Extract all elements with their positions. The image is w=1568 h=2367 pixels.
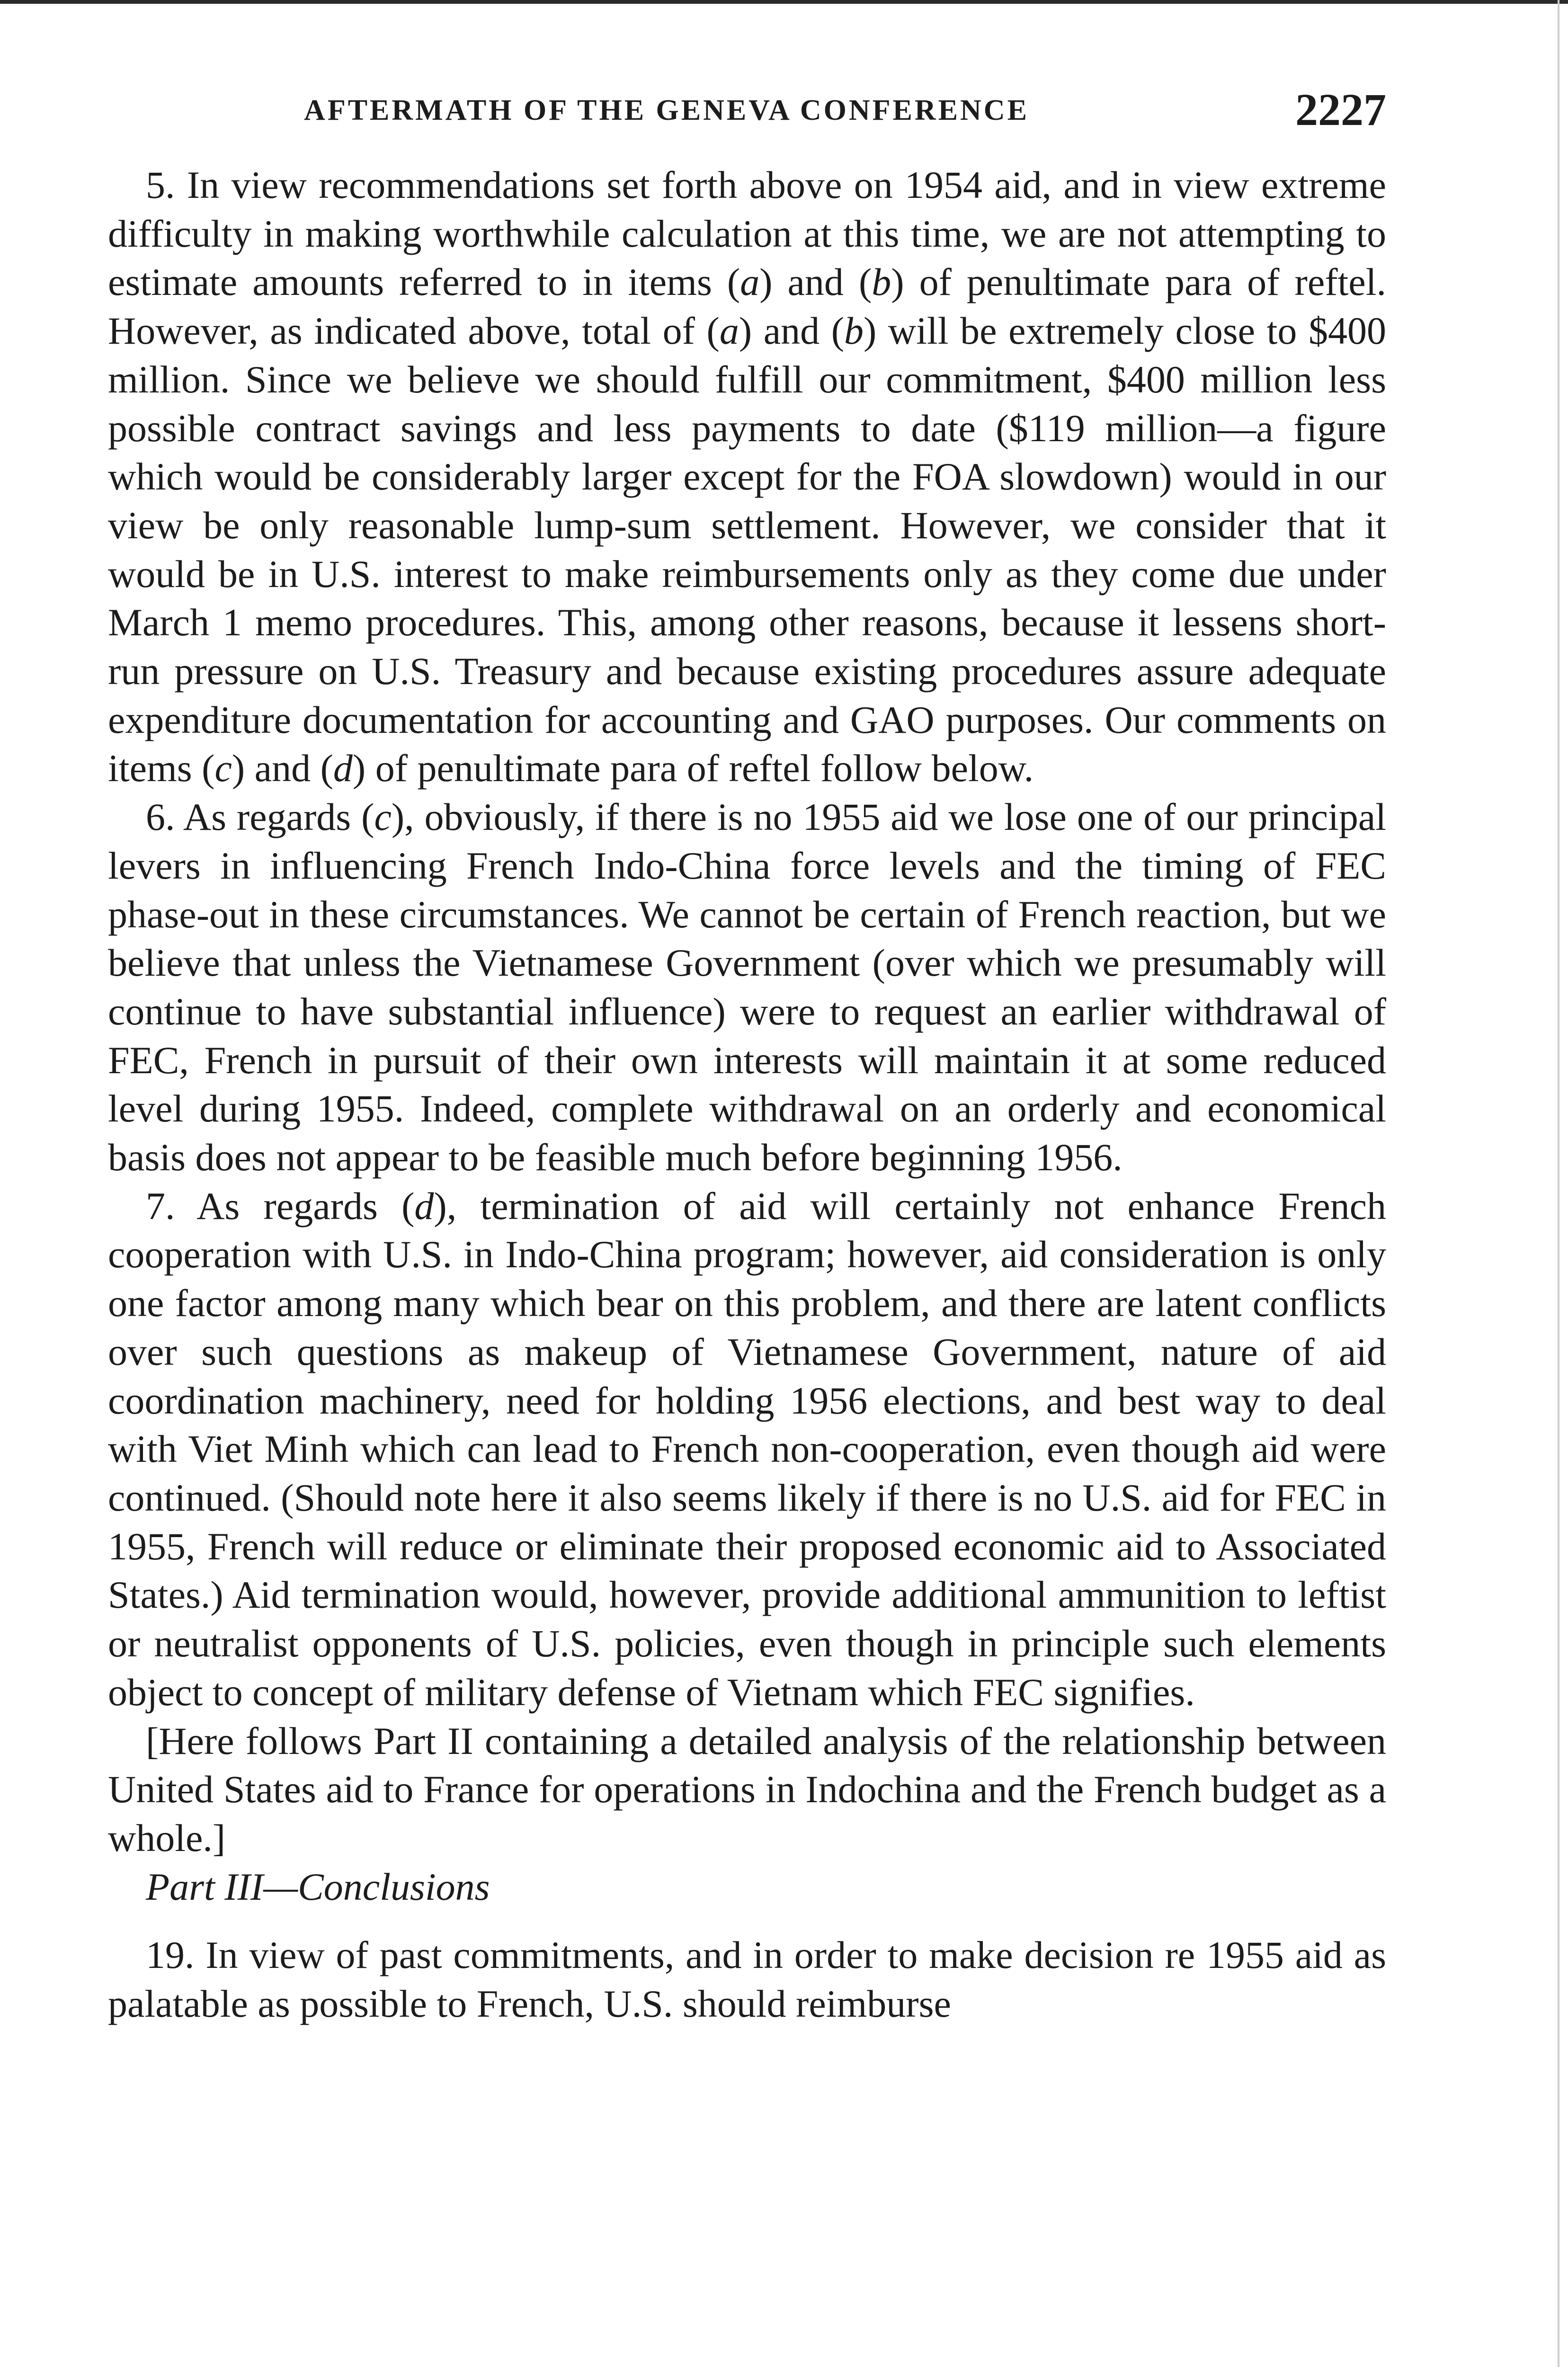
item-letter: b xyxy=(872,260,891,304)
paragraph-5-text: ) and ( xyxy=(759,260,872,304)
paragraph-6-text: 6. As regards ( xyxy=(146,795,374,839)
paragraph-7-text: ), termination of aid will certainly not enhance French cooperation with U.S. in Indo-China program; however, aid consideration is only one factor among many which bear on this problem, and there are latent conflicts over such questions as makeup of Vietnamese Government, nature of aid coordination machinery, need for holding 1956 elections, and best way to deal with Viet Minh which can lead to French non-cooperation, even though aid were continued. (Should note here it also seems likely if there is no U.S. aid for FEC in 1955, French will reduce or eliminate their proposed economic aid to Associated States.) Aid termination would, however, provide additional ammunition to leftist or neutralist opponents of U.S. policies, even though in principle such elements object to concept of military defense of Vietnam which FEC signifies. xyxy=(108,1184,1386,1714)
top-edge-rule xyxy=(0,0,1568,4)
item-letter: a xyxy=(719,309,739,353)
right-page-edge xyxy=(1558,0,1559,2367)
paragraph-5-text: ) and ( xyxy=(232,747,333,790)
paragraph-6-text: ), obviously, if there is no 1955 aid we lose one of our principal levers in influencing French Indo-China force levels and the timing of FEC phase-out in these circumstances. We cannot be certain of French reaction, but we believe that unless the Vietnamese Government (over which we presumably will continue to have substantial influence) were to request an earlier withdrawal of FEC, French in pursuit of their own interests will maintain it at some reduced level during 1955. Indeed, complete withdrawal on an orderly and economical basis does not appear to be feasible much before beginning 1956. xyxy=(108,795,1387,1179)
document-page xyxy=(108,71,1386,2029)
paragraph-5-text: ) of penultimate para of reftel. However, as indicated above, total of ( xyxy=(108,260,1386,353)
item-letter: c xyxy=(214,747,232,790)
paragraph-6 xyxy=(108,793,1386,1182)
paragraph-5-text: ) and ( xyxy=(739,309,845,353)
item-letter: d xyxy=(414,1184,434,1228)
body-text xyxy=(108,161,1386,2029)
paragraph-5-text: ) will be extremely close to $400 million. Since we believe we should fulfill our commitment, $400 million less possible contract savings and less payments to date ($119 million—a figure which would be considerably larger except for the FOA slowdown) would in our view be only reasonable lump-sum settlement. However, we consider that it would be in U.S. interest to make reimbursements only as they come due under March 1 memo procedures. This, among other reasons, because it lessens short-run pressure on U.S. Treasury and because existing procedures assure adequate expenditure documentation for accounting and GAO purposes. Our comments on items ( xyxy=(108,309,1386,790)
paragraph-5 xyxy=(108,161,1386,793)
item-letter: d xyxy=(333,747,353,790)
paragraph-5-text: 5. In view recommendations set forth above on 1954 aid, and in view extreme difficulty in making worthwhile calculation at this time, we are not attempting to estimate amounts referred to in items ( xyxy=(108,163,1386,304)
running-title: AFTERMATH OF THE GENEVA CONFERENCE xyxy=(304,94,1029,126)
running-head xyxy=(108,71,1386,133)
section-heading: Part III—Conclusions xyxy=(146,1865,490,1908)
page-number: 2227 xyxy=(1295,84,1386,135)
editorial-note: [Here follows Part II containing a detailed analysis of the relationship between United States aid to France for operations in Indochina and the French budget as a whole.] xyxy=(108,1719,1386,1860)
item-letter: b xyxy=(844,309,864,353)
paragraph-19: 19. In view of past commitments, and in order to make decision re 1955 aid as palatable as possible to French, U.S. should reimburse xyxy=(108,1933,1386,2026)
item-letter: c xyxy=(374,795,392,839)
paragraph-7 xyxy=(108,1182,1386,1717)
paragraph-7-text: 7. As regards ( xyxy=(146,1184,415,1228)
item-letter: a xyxy=(740,260,760,304)
paragraph-5-text: ) of penultimate para of reftel follow below. xyxy=(352,747,1034,790)
